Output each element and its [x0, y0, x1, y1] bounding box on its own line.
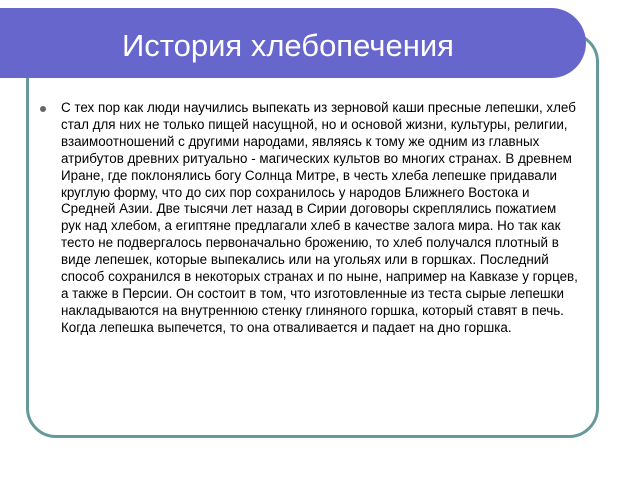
bullet-dot-icon: [40, 106, 46, 112]
bullet-item: [40, 100, 580, 337]
slide-title: История хлебопечения: [122, 28, 454, 63]
body-text: С тех пор как люди научились выпекать из зерновой каши пресные лепешки, хлеб стал для них не только пищей насущной, но и основой жизни, культуры, религии, взаимоотношений с другими народами, являясь к тому же одним из главных атрибутов древних ритуально - магических культов во многих странах. В древнем Иране, где поклонялись богу Солнца Митре, в честь хлеба лепешке придавали круглую форму, что до сих пор сохранилось у народов Ближнего Востока и Средней Азии. Две тысячи лет назад в Сирии договоры скреплялись пожатием рук над хлебом, а египтяне предлагали хлеб в качестве залога мира. Но так как тесто не подвергалось первоначально брожению, то хлеб получался плотный в виде лепешек, которые выпекались или на угольях или в горшках. Последний способ сохранился в некоторых странах и по ныне, например на Кавказе у горцев, а также в Персии. Он состоит в том, что изготовленные из теста сырые лепешки накладываются на внутреннюю стенку глиняного горшка, который ставят в печь. Когда лепешка выпечется, то она отваливается и падает на дно горшка.: [61, 100, 578, 335]
